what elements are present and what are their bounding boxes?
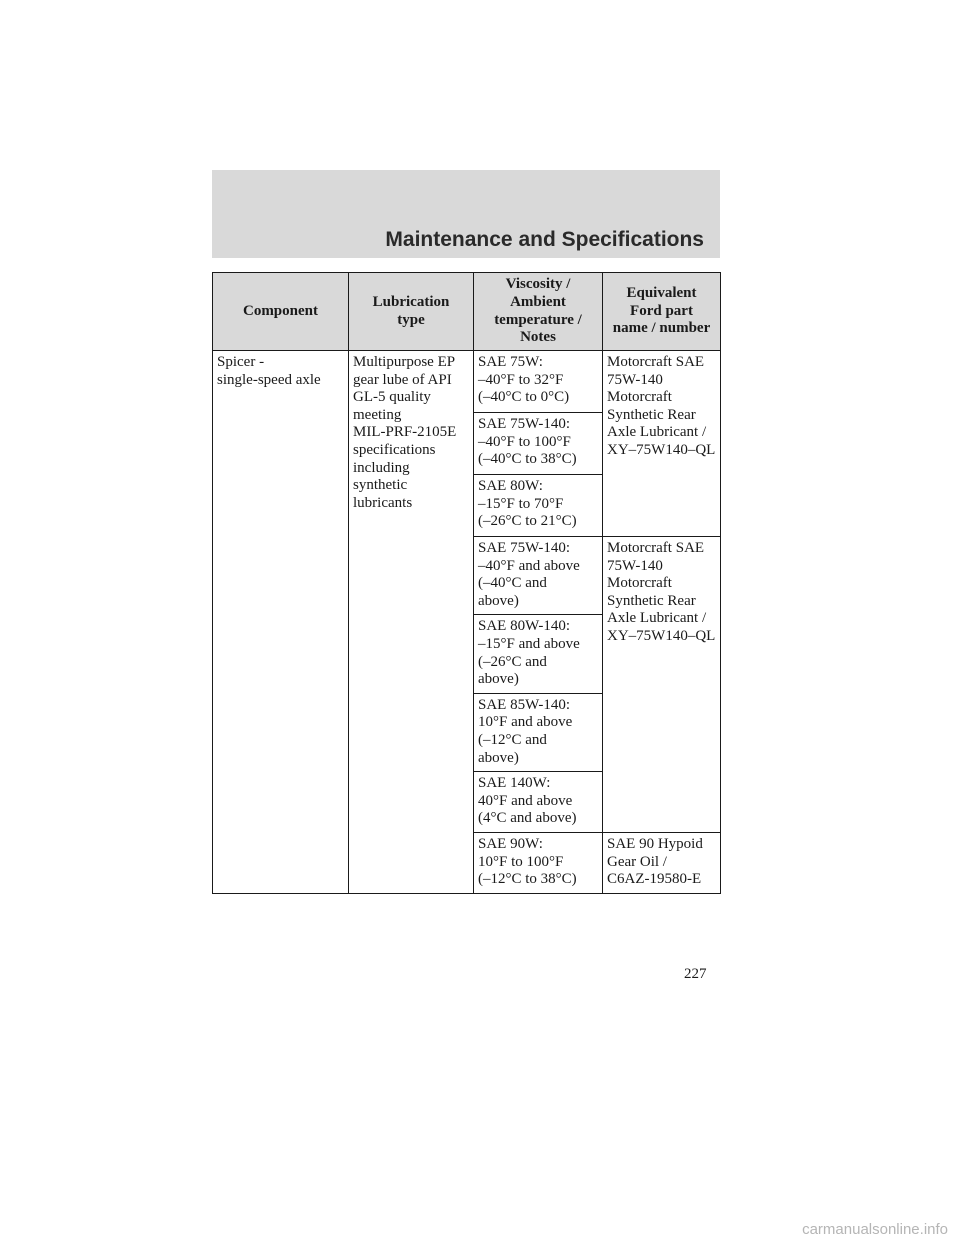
cell-viscosity-sae-75w: SAE 75W: –40°F to 32°F (–40°C to 0°C) (474, 351, 603, 413)
cell-viscosity-sae-140w: SAE 140W: 40°F and above (4°C and above) (474, 772, 603, 833)
table-row (213, 351, 721, 413)
cell-ford-part-synthetic-2: Motorcraft SAE 75W-140 Motorcraft Synthetic Rear Axle Lubricant / XY–75W140–QL (603, 537, 721, 833)
table-header-row (213, 273, 721, 351)
cell-viscosity-sae-75w-140-above: SAE 75W-140: –40°F and above (–40°C and above) (474, 537, 603, 615)
watermark: carmanualsonline.info (802, 1221, 948, 1238)
cell-viscosity-sae-75w-140: SAE 75W-140: –40°F to 100°F (–40°C to 38°C) (474, 413, 603, 475)
cell-viscosity-sae-90w: SAE 90W: 10°F to 100°F (–12°C to 38°C) (474, 832, 603, 893)
cell-ford-part-synthetic-1: Motorcraft SAE 75W-140 Motorcraft Synthetic Rear Axle Lubricant / XY–75W140–QL (603, 351, 721, 537)
cell-viscosity-sae-80w: SAE 80W: –15°F to 70°F (–26°C to 21°C) (474, 475, 603, 537)
cell-component: Spicer - single-speed axle (213, 351, 349, 894)
section-header-band (212, 170, 720, 258)
column-header-lubrication-type: Lubrication type (349, 273, 474, 351)
cell-viscosity-sae-85w-140: SAE 85W-140: 10°F and above (–12°C and above) (474, 693, 603, 771)
page-number: 227 (684, 966, 707, 982)
column-header-viscosity: Viscosity / Ambient temperature / Notes (474, 273, 603, 351)
column-header-component: Component (213, 273, 349, 351)
cell-lubrication-type: Multipurpose EP gear lube of API GL-5 quality meeting MIL-PRF-2105E specifications including synthetic lubricants (349, 351, 474, 894)
cell-ford-part-hypoid: SAE 90 Hypoid Gear Oil / C6AZ-19580-E (603, 832, 721, 893)
column-header-ford-part: Equivalent Ford part name / number (603, 273, 721, 351)
lubricant-spec-table (212, 272, 721, 894)
section-title: Maintenance and Specifications (385, 228, 704, 251)
cell-viscosity-sae-80w-140: SAE 80W-140: –15°F and above (–26°C and above) (474, 615, 603, 693)
